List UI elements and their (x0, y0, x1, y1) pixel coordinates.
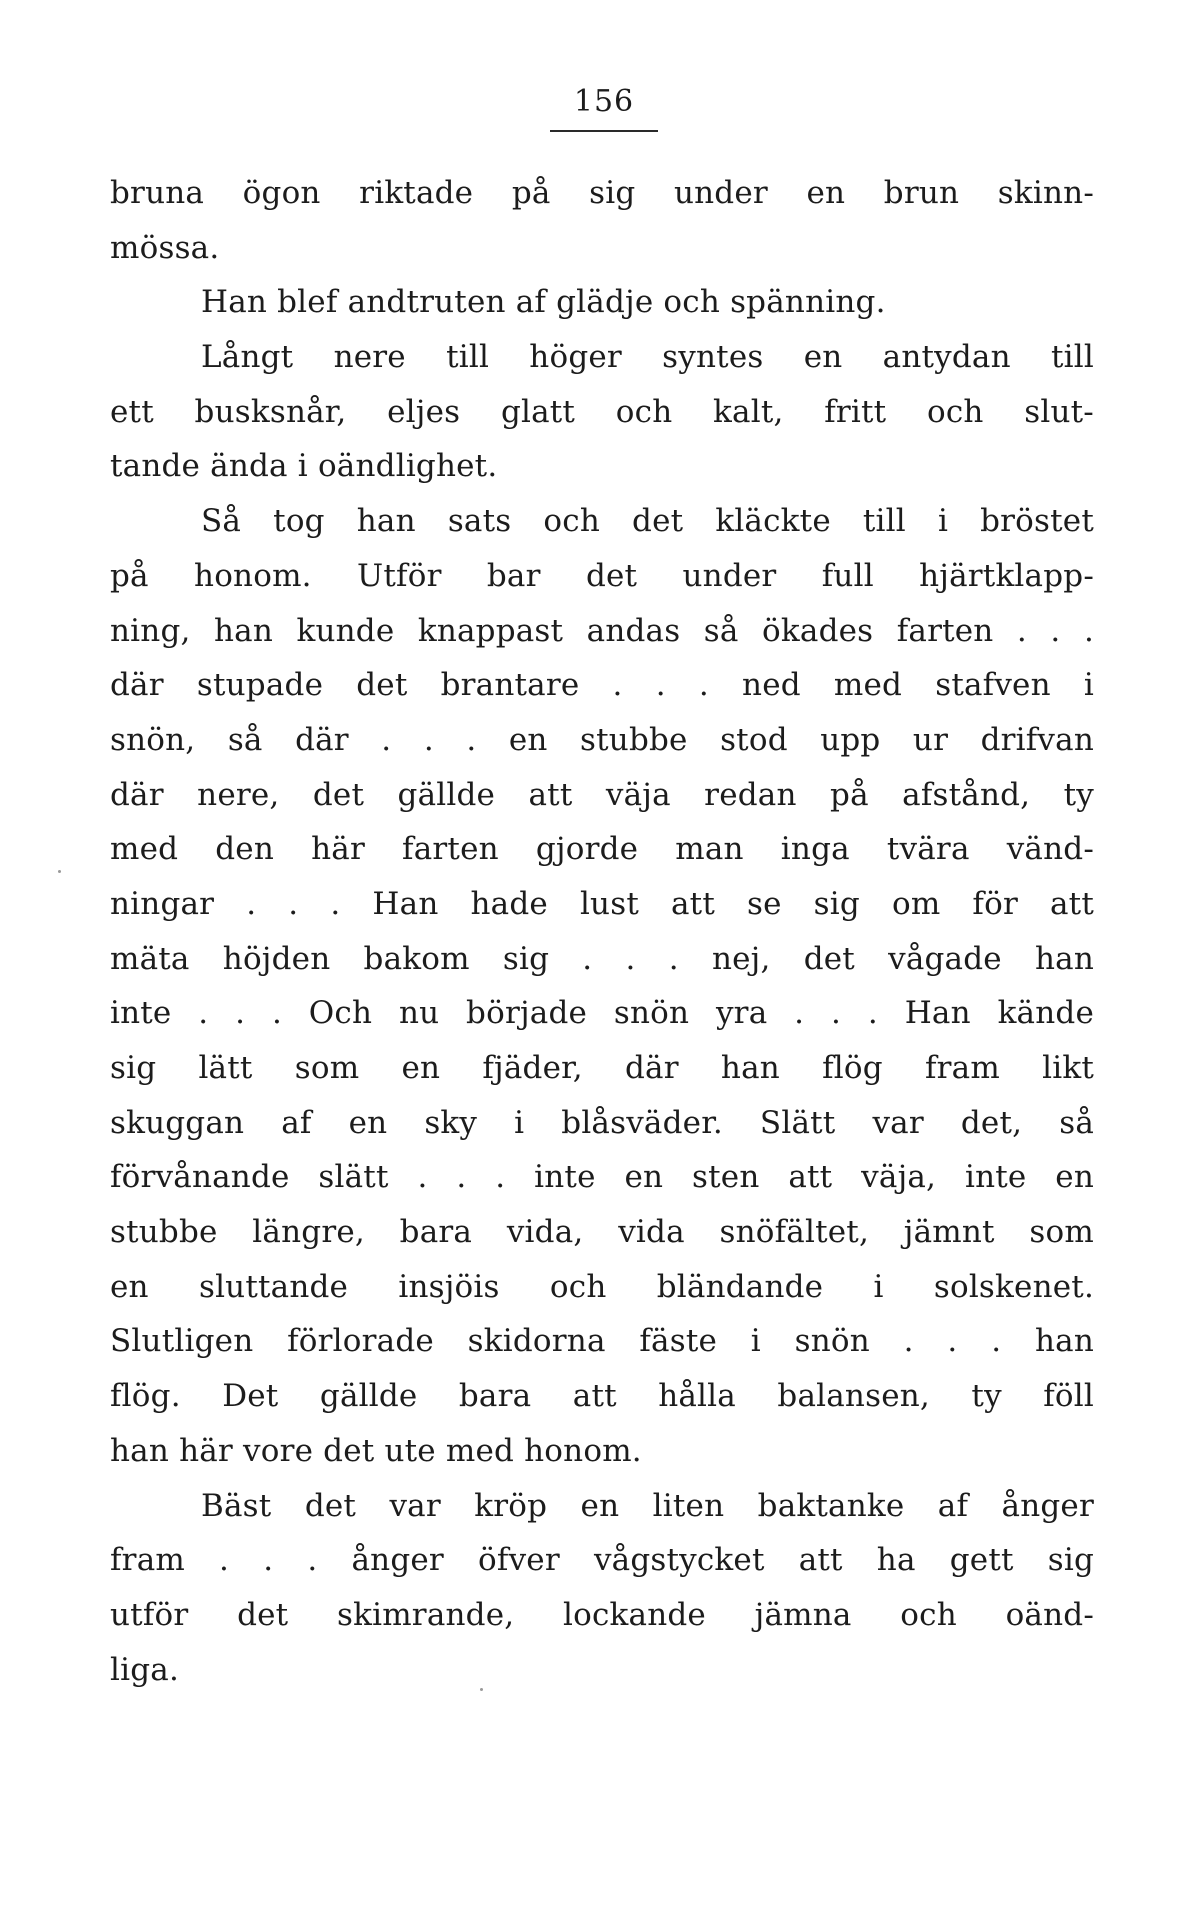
text-line: Bäst det var kröp en liten baktanke af ånger (201, 1487, 1094, 1524)
text-line: flög. Det gällde bara att hålla balansen, ty föll (110, 1378, 1094, 1415)
text-line: inte . . . Och nu började snön yra . . . Han kände (110, 995, 1094, 1032)
text-line: ning, han kunde knappast andas så ökades farten . . . (110, 612, 1094, 649)
text-line: tande ända i oändlighet. (110, 448, 498, 485)
body-text (110, 166, 1094, 1697)
text-line: ett busksnår, eljes glatt och kalt, fritt och slut- (110, 393, 1094, 430)
text-line: Så tog han sats och det kläckte till i bröstet (201, 503, 1094, 540)
text-line: stubbe längre, bara vida, vida snöfältet, jämnt som (110, 1214, 1094, 1251)
text-line: bruna ögon riktade på sig under en brun skinn- (110, 175, 1094, 211)
text-line: mössa. (110, 229, 220, 266)
text-line: en sluttande insjöis och bländande i solskenet. (110, 1268, 1094, 1305)
text-line: mäta höjden bakom sig . . . nej, det vågade han (110, 940, 1094, 977)
page-number: 156 (573, 84, 635, 119)
text-line: med den här farten gjorde man inga tvära vänd- (110, 831, 1094, 868)
text-line: där stupade det brantare . . . ned med stafven i (110, 667, 1094, 704)
text-line: ningar . . . Han hade lust att se sig om för att (110, 885, 1094, 922)
print-speck (480, 1688, 483, 1691)
text-line: fram . . . ånger öfver vågstycket att ha gett sig (110, 1542, 1094, 1579)
text-line: snön, så där . . . en stubbe stod upp ur drifvan (110, 721, 1094, 758)
text-line: sig lätt som en fjäder, där han flög fram likt (110, 1050, 1094, 1086)
text-line: utför det skimrande, lockande jämna och oänd- (110, 1596, 1094, 1633)
text-line: på honom. Utför bar det under full hjärtklapp- (110, 557, 1094, 594)
text-line: skuggan af en sky i blåsväder. Slätt var det, så (110, 1104, 1094, 1141)
text-line: han här vore det ute med honom. (110, 1432, 642, 1469)
print-speck (58, 870, 61, 873)
text-line: där nere, det gällde att väja redan på afstånd, ty (110, 776, 1094, 813)
text-line: Slutligen förlorade skidorna fäste i snön . . . han (110, 1323, 1094, 1360)
page-number-rule (550, 130, 658, 132)
text-line: liga. (110, 1651, 180, 1688)
text-line: förvånande slätt . . . inte en sten att väja, inte en (110, 1159, 1094, 1196)
text-line: Han blef andtruten af glädje och spänning. (201, 284, 886, 321)
text-line: Långt nere till höger syntes en antydan till (201, 339, 1094, 376)
